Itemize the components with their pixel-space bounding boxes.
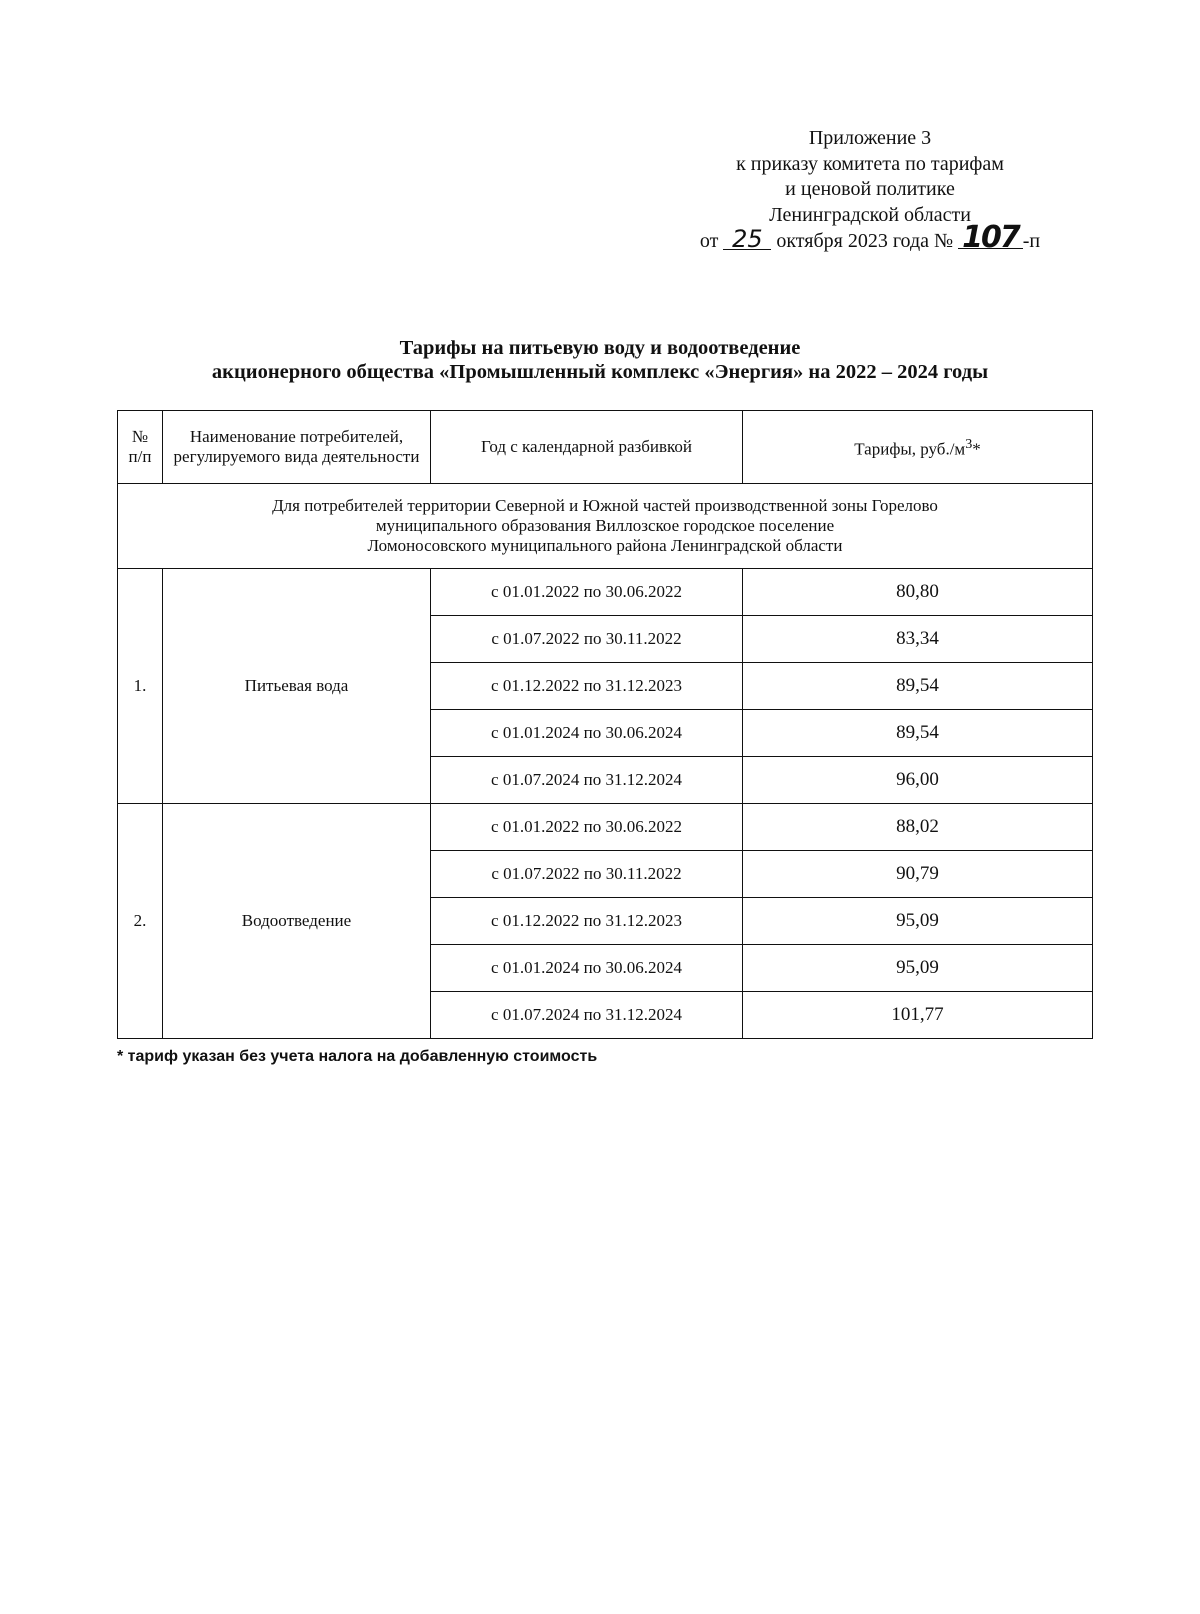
tariff-value-cell: 90,79: [743, 851, 1093, 898]
section-line: Ломоносовского муниципального района Ленинградской области: [367, 536, 843, 555]
section-line: муниципального образования Виллозское городское поселение: [375, 516, 835, 535]
appendix-region-line: Ленинградской области: [769, 203, 971, 226]
date-middle: октября 2023 года №: [776, 230, 954, 252]
tariff-table: [117, 410, 1093, 1039]
period-cell: с 01.01.2022 по 30.06.2022: [431, 804, 743, 851]
tariff-value-cell: 89,54: [743, 663, 1093, 710]
period-cell: с 01.07.2024 по 31.12.2024: [431, 757, 743, 804]
tariff-value-cell: 88,02: [743, 804, 1093, 851]
tariff-value-cell: 101,77: [743, 992, 1093, 1039]
table-row: [118, 569, 1093, 616]
date-prefix: от: [699, 230, 719, 252]
tariff-value-cell: 80,80: [743, 569, 1093, 616]
tariff-value-cell: 95,09: [743, 898, 1093, 945]
footnote: * тариф указан без учета налога на добавленную стоимость: [117, 1048, 598, 1065]
row-number-cell: 2.: [118, 804, 163, 1039]
table-header-row: [118, 411, 1093, 484]
period-cell: с 01.01.2024 по 30.06.2024: [431, 710, 743, 757]
period-cell: с 01.01.2022 по 30.06.2022: [431, 569, 743, 616]
appendix-title: Приложение 3: [808, 127, 932, 149]
period-cell: с 01.07.2024 по 31.12.2024: [431, 992, 743, 1039]
handwritten-day: 25: [723, 229, 771, 250]
row-number-cell: 1.: [118, 569, 163, 804]
period-cell: с 01.07.2022 по 30.11.2022: [431, 851, 743, 898]
period-cell: с 01.12.2022 по 31.12.2023: [431, 663, 743, 710]
header-tariff-mark: *: [972, 439, 981, 459]
header-period: Год с календарной разбивкой: [431, 411, 743, 484]
table-row: [118, 804, 1093, 851]
title-line-1: Тарифы на питьевую воду и водоотведение: [399, 337, 801, 359]
appendix-committee-line: и ценовой политике: [785, 178, 955, 200]
header-tariff-label: Тарифы, руб./м: [854, 439, 966, 459]
service-name-cell: Питьевая вода: [163, 569, 431, 804]
section-line: Для потребителей территории Северной и Южной частей производственной зоны Горелово: [272, 496, 938, 515]
header-num: № п/п: [118, 411, 163, 484]
tariff-value-cell: 83,34: [743, 616, 1093, 663]
header-tariff: [743, 411, 1093, 484]
period-cell: с 01.07.2022 по 30.11.2022: [431, 616, 743, 663]
handwritten-order-number: 107: [958, 228, 1023, 249]
section-description: [118, 484, 1093, 569]
order-number-suffix: -п: [1022, 230, 1041, 252]
appendix-block: [640, 126, 1100, 255]
tariff-value-cell: 96,00: [743, 757, 1093, 804]
tariff-value-cell: 89,54: [743, 710, 1093, 757]
section-row: [118, 484, 1093, 569]
tariff-value-cell: 95,09: [743, 945, 1093, 992]
appendix-date-line: [640, 220, 1100, 255]
appendix-order-line: к приказу комитета по тарифам: [736, 152, 1004, 175]
header-tariff-exponent: 3: [965, 436, 973, 453]
document-title: [100, 336, 1100, 384]
header-name: Наименование потребителей, регулируемого вида деятельности: [163, 411, 431, 484]
period-cell: с 01.12.2022 по 31.12.2023: [431, 898, 743, 945]
service-name-cell: Водоотведение: [163, 804, 431, 1039]
title-line-2: акционерного общества «Промышленный комплекс «Энергия» на 2022 – 2024 годы: [211, 361, 989, 383]
period-cell: с 01.01.2024 по 30.06.2024: [431, 945, 743, 992]
